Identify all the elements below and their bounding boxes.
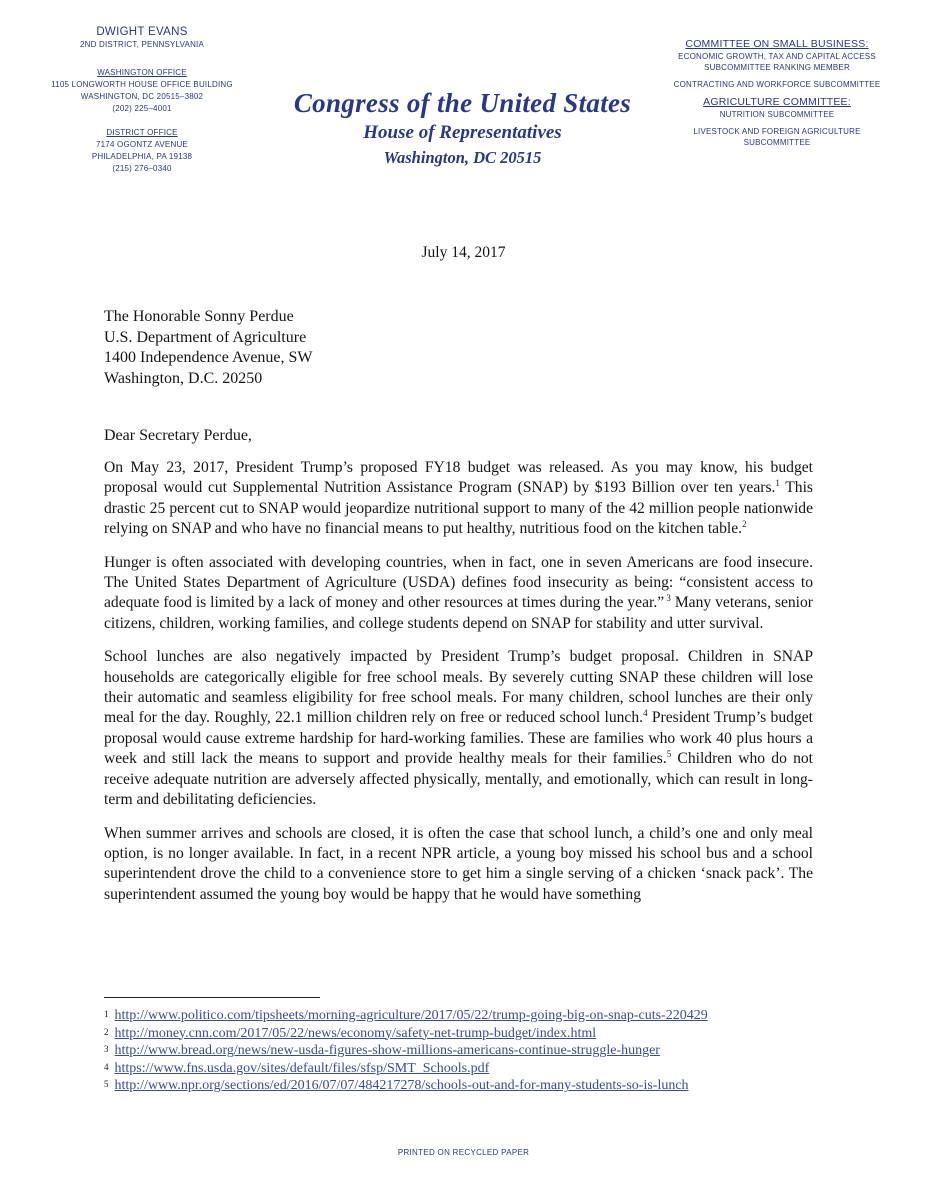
salutation: Dear Secretary Perdue, [104,427,252,444]
washington-office-line1: 1105 LONGWORTH HOUSE OFFICE BUILDING [51,80,233,89]
footnote-ref-1: 1 [775,478,780,489]
footnote-link[interactable]: http://www.bread.org/news/new-usda-figures-show-millions-americans-continue-struggle-hunger [114,1043,660,1059]
committee-small-business: COMMITTEE ON SMALL BUSINESS: [685,38,869,50]
member-district: 2ND DISTRICT, PENNSYLVANIA [79,40,205,49]
footnote-ref-2: 2 [742,519,747,530]
footnote-number: 4 [104,1061,109,1072]
letterhead-right [646,38,908,148]
paragraph-4: When summer arrives and schools are closed, it is often the case that school lunch, a child’s one and only meal option, is no longer available. In fact, in a recent NPR article, a young boy missed his school bus and a school superintendent drove the child to a convenience store to get him a single serving of a chicken ‘snack pack’. The superintendent assumed the young boy would be happy that he would have something [104,824,813,903]
paragraph-1 [104,458,813,540]
footnotes [104,1007,824,1095]
paragraph-2-text-a: Hunger is often associated with developing countries, when in fact, one in seven Americans are food insecure. The United States Department of Agriculture (USDA) defines food insecurity as being: “consistent access to adequate food is limited by a lack of money and other resources at times during the year.” [104,553,813,612]
committee2-subcommittee2a: LIVESTOCK AND FOREIGN AGRICULTURE [693,127,861,136]
footnote-item [104,1025,824,1043]
congress-title: Congress of the United States [293,88,632,118]
recipient-line2: U.S. Department of Agriculture [104,328,307,346]
district-office-label: DISTRICT OFFICE [106,128,178,137]
paragraph-2 [104,553,813,635]
footnote-link[interactable]: http://www.npr.org/sections/ed/2016/07/07/484217278/schools-out-and-for-many-students-so-is-lunch [114,1078,689,1094]
letter-date: July 14, 2017 [421,244,506,261]
district-office-line2: PHILADELPHIA, PA 19138 [91,152,193,161]
printed-on-recycled-paper: PRINTED ON RECYCLED PAPER [397,1148,530,1157]
footnote-item [104,1007,824,1025]
committee1-subcommittee1b: SUBCOMMITTEE RANKING MEMBER [704,63,850,72]
committee1-subcommittee1a: ECONOMIC GROWTH, TAX AND CAPITAL ACCESS [678,52,876,61]
footnote-item [104,1077,824,1095]
footnote-ref-5: 5 [666,749,672,760]
footnote-ref-4: 4 [643,708,648,719]
footnote-item [104,1042,824,1060]
district-office-phone: (215) 276–0340 [112,164,172,173]
paragraph-1-text-a: On May 23, 2017, President Trump’s proposed FY18 budget was released. As you may know, his budget proposal would cut Supplemental Nutrition Assistance Program (SNAP) by $193 Billion over ten years. [104,459,813,497]
letterhead-left [20,26,264,175]
recipient-address [104,307,313,389]
footnote-number: 1 [104,1009,109,1019]
paragraph-3-text-c: Children who do not receive adequate nutrition are adversely affected physically, mentally, and emotionally, which can result in long-term and debilitating deficiencies. [104,750,813,809]
footnote-ref-3: 3 [664,593,671,604]
paragraph-3-text-b: President Trump’s budget proposal would cause extreme hardship for hard-working families. These are families who work 40 plus hours a week and still lack the means to support and provide healthy meals for their families. [104,709,813,768]
recipient-line1: The Honorable Sonny Perdue [104,308,294,325]
footnote-divider [104,997,320,998]
house-title: House of Representatives [363,122,562,143]
footnote-number: 5 [104,1079,109,1090]
member-name: DWIGHT EVANS [96,26,188,38]
paragraph-3 [104,647,813,810]
footnote-item [104,1060,824,1078]
letterhead-center [270,86,655,170]
paragraph-3-text-a: School lunches are also negatively impacted by President Trump’s budget proposal. Children in SNAP households are categorically eligible for free school meals. By severely cutting SNAP these children will lose their automatic and seamless eligibility for free school meals. For many children, school lunches are their only meal for the day. Roughly, 22.1 million children rely on free or reduced school lunch. [104,648,813,727]
paragraph-1-text-b: This drastic 25 percent cut to SNAP would jeopardize nutritional support to many of the 42 million people nationwide relying on SNAP and who have no financial means to put healthy, nutritious food on the kitchen table. [104,479,814,538]
recipient-line3: 1400 Independence Avenue, SW [104,349,313,366]
footnote-link[interactable]: https://www.fns.usda.gov/sites/default/files/sfsp/SMT_Schools.pdf [114,1060,490,1076]
footnote-link[interactable]: http://money.cnn.com/2017/05/22/news/economy/safety-net-trump-budget/index.html [114,1025,597,1041]
letter-body [104,458,813,918]
washington-office-phone: (202) 225–4001 [112,104,172,113]
washington-dc-line: Washington, DC 20515 [383,148,542,167]
footnote-number: 3 [104,1044,109,1055]
committee1-subcommittee2: CONTRACTING AND WORKFORCE SUBCOMMITTEE [673,80,881,89]
washington-office-line2: WASHINGTON, DC 20515–3802 [80,92,204,101]
committee2-subcommittee2b: SUBCOMMITTEE [743,138,811,147]
committee-agriculture: AGRICULTURE COMMITTEE: [703,96,851,108]
recipient-line4: Washington, D.C. 20250 [104,369,263,387]
committee2-subcommittee1: NUTRITION SUBCOMMITTEE [719,110,835,119]
footnote-number: 2 [104,1026,109,1037]
footnote-link[interactable]: http://www.politico.com/tipsheets/morning-agriculture/2017/05/22/trump-going-big-on-snap-cuts-220429 [114,1008,708,1023]
washington-office-label: WASHINGTON OFFICE [97,68,187,77]
district-office-line1: 7174 OGONTZ AVENUE [96,140,188,149]
paragraph-2-text-b: Many veterans, senior citizens, children, working families, and college students depend on SNAP for stability and utter survival. [104,594,813,632]
